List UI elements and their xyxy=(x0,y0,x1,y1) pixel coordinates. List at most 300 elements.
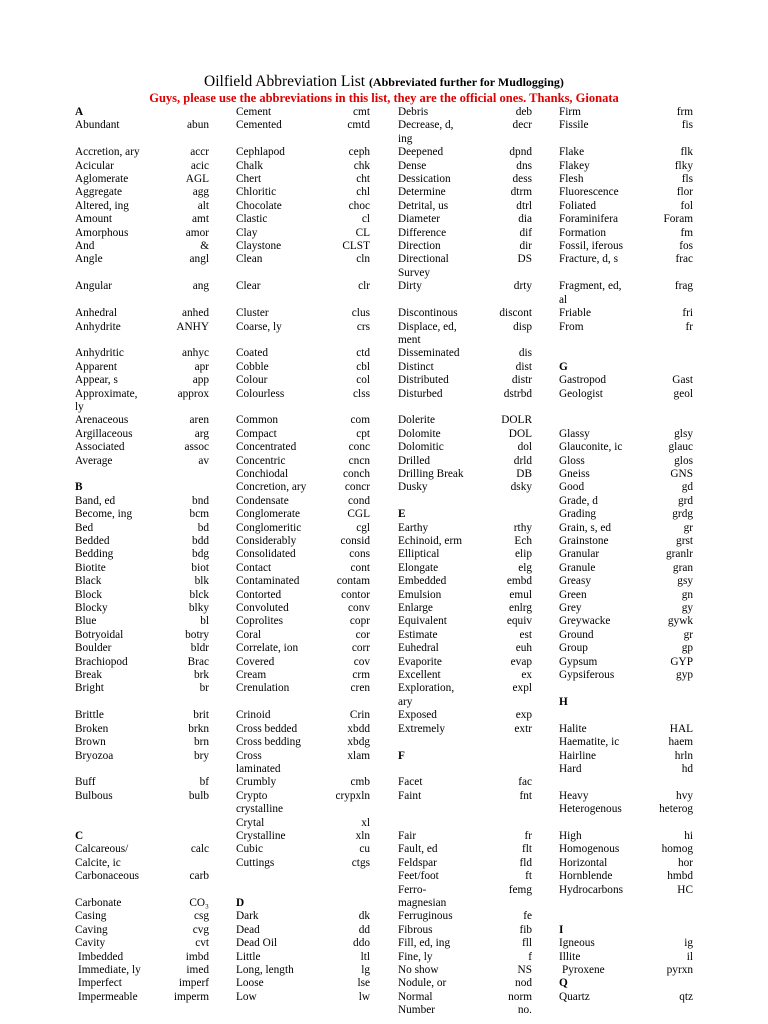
abbreviation: hrln xyxy=(674,749,693,762)
abbreviation: dist xyxy=(515,360,532,373)
abbreviation: dsky xyxy=(510,481,532,494)
abbreviation-column-4 xyxy=(559,106,693,1004)
abbreviation-row xyxy=(75,146,209,159)
abbreviation-row xyxy=(75,213,209,226)
term xyxy=(398,495,532,508)
abbreviation-row xyxy=(75,522,209,535)
term: Fracture, d, s xyxy=(559,253,618,266)
abbreviation-row xyxy=(559,696,693,709)
term: Band, ed xyxy=(75,494,116,507)
term: Dead xyxy=(236,923,260,936)
section-letter: Q xyxy=(559,977,568,990)
abbreviation-row xyxy=(398,709,532,722)
abbreviation: gd xyxy=(681,481,693,494)
abbreviation: & xyxy=(200,240,209,253)
abbreviation: alt xyxy=(197,199,209,212)
abbreviation: dess xyxy=(512,173,532,186)
abbreviation: cmb xyxy=(350,776,370,789)
section-letter: B xyxy=(75,481,83,494)
abbreviation-row xyxy=(236,307,370,320)
abbreviation: flor xyxy=(676,186,693,199)
abbreviation-row xyxy=(75,388,209,401)
term: Igneous xyxy=(559,937,595,950)
abbreviation-row xyxy=(559,843,693,856)
blank-row xyxy=(559,133,693,146)
abbreviation: emul xyxy=(509,588,532,601)
abbreviation: ex xyxy=(521,669,532,682)
term: Convoluted xyxy=(236,602,289,615)
abbreviation-row xyxy=(236,455,370,468)
abbreviation: brk xyxy=(193,669,209,682)
abbreviation: xbdg xyxy=(347,736,370,749)
abbreviation: agg xyxy=(192,186,209,199)
term: Haematite, ic xyxy=(559,736,620,749)
abbreviation-row xyxy=(559,119,693,132)
abbreviation: grd xyxy=(677,494,693,507)
abbreviation: flky xyxy=(674,159,693,172)
abbreviation-row xyxy=(398,522,532,535)
term: Coral xyxy=(236,628,262,641)
term: Displace, ed, xyxy=(398,320,457,333)
term: Fault, ed xyxy=(398,843,438,856)
abbreviation: brit xyxy=(193,709,209,722)
blank-row xyxy=(398,495,532,508)
term: al xyxy=(559,293,568,306)
term: Pyroxene xyxy=(562,964,605,976)
abbreviation-row xyxy=(236,428,370,441)
abbreviation-row xyxy=(75,977,209,990)
abbreviation-row xyxy=(75,951,209,964)
abbreviation: brn xyxy=(193,736,209,749)
abbreviation-row xyxy=(236,495,370,508)
abbreviation: fll xyxy=(521,937,532,950)
section-letter: I xyxy=(559,923,564,936)
abbreviation-row xyxy=(236,763,370,776)
abbreviation: cht xyxy=(356,173,370,186)
term: Bryozoa xyxy=(75,749,114,762)
abbreviation-row xyxy=(398,267,532,280)
term: Hard xyxy=(559,762,582,775)
abbreviation: bl xyxy=(200,615,209,628)
abbreviation: granlr xyxy=(666,548,693,561)
term: Dirty xyxy=(398,280,422,293)
abbreviation: dif xyxy=(519,226,532,239)
abbreviation-row xyxy=(559,964,693,977)
term: Fossil, iferous xyxy=(559,240,624,253)
abbreviation-row xyxy=(559,924,693,937)
term: Bulbous xyxy=(75,789,113,802)
term xyxy=(236,133,370,146)
term: Little xyxy=(236,950,261,963)
abbreviation-row xyxy=(236,388,370,401)
blank-row xyxy=(398,401,532,414)
abbreviation-row xyxy=(236,468,370,481)
term: Altered, ing xyxy=(75,199,129,212)
abbreviation-row xyxy=(398,870,532,883)
term: Low xyxy=(236,990,257,1003)
term: Embedded xyxy=(398,575,447,588)
term: Cephlapod xyxy=(236,146,285,159)
term: Gneiss xyxy=(559,467,590,480)
abbreviation: bnd xyxy=(192,494,209,507)
abbreviation-row xyxy=(75,843,209,856)
term: Grain, s, ed xyxy=(559,521,612,534)
abbreviation: hvy xyxy=(676,789,693,802)
abbreviation: corr xyxy=(351,642,370,655)
term: Hydrocarbons xyxy=(559,883,623,896)
abbreviation-row xyxy=(559,321,693,334)
abbreviation: bdd xyxy=(192,535,209,547)
term: ly xyxy=(75,400,84,413)
term: Feldspar xyxy=(398,856,437,869)
term xyxy=(398,817,532,830)
abbreviation-row xyxy=(75,776,209,789)
term: Grade, d xyxy=(559,494,598,507)
abbreviation: cons xyxy=(349,548,370,561)
blank-row xyxy=(559,910,693,923)
abbreviation: f xyxy=(528,950,532,963)
abbreviation: DOL xyxy=(508,427,532,440)
blank-row xyxy=(559,267,693,280)
abbreviation: apr xyxy=(194,360,209,373)
term: Directional xyxy=(398,253,449,266)
term: Bedded xyxy=(75,535,110,547)
abbreviation-row xyxy=(236,481,370,494)
abbreviation: cln xyxy=(356,253,370,266)
abbreviation: ang xyxy=(192,280,209,293)
abbreviation-row xyxy=(236,897,370,910)
term: Cross bedding xyxy=(236,736,301,749)
abbreviation-row xyxy=(398,321,532,334)
abbreviation-row xyxy=(398,790,532,803)
abbreviation-row xyxy=(75,669,209,682)
blank-row xyxy=(75,884,209,897)
abbreviation-row xyxy=(559,750,693,763)
abbreviation: lw xyxy=(358,990,370,1003)
term: Concretion, ary xyxy=(236,481,307,494)
section-letter: D xyxy=(236,896,245,909)
abbreviation-row xyxy=(559,656,693,669)
abbreviation: cmt xyxy=(353,106,370,118)
abbreviation: gran xyxy=(672,561,693,574)
abbreviation-row xyxy=(559,602,693,615)
abbreviation-row xyxy=(559,562,693,575)
term: Chert xyxy=(236,173,262,186)
abbreviation: cbl xyxy=(356,360,370,373)
term: crystalline xyxy=(236,803,284,816)
term: Caving xyxy=(75,923,108,936)
blank-row xyxy=(75,803,209,816)
term xyxy=(559,709,693,722)
abbreviation: qtz xyxy=(679,990,693,1003)
abbreviation: ctgs xyxy=(351,856,370,869)
abbreviation-row xyxy=(559,830,693,843)
abbreviation: gyp xyxy=(676,669,693,682)
term: Colour xyxy=(236,374,268,387)
term xyxy=(236,334,370,347)
term: laminated xyxy=(236,762,281,775)
blank-row xyxy=(75,696,209,709)
abbreviation-row xyxy=(75,602,209,615)
term xyxy=(75,803,209,816)
term: Anhydrite xyxy=(75,320,121,333)
abbreviation-row xyxy=(75,106,209,119)
term: Boulder xyxy=(75,642,112,655)
term: Enlarge xyxy=(398,602,433,615)
term: Argillaceous xyxy=(75,427,133,440)
abbreviation: app xyxy=(192,374,209,387)
abbreviation: norm xyxy=(508,990,532,1003)
abbreviation-row xyxy=(398,441,532,454)
term: Ferruginous xyxy=(398,910,453,923)
abbreviation: dns xyxy=(516,159,532,172)
abbreviation-row xyxy=(236,964,370,977)
abbreviation-row xyxy=(75,253,209,266)
term: ary xyxy=(398,695,413,708)
document-title xyxy=(0,73,768,91)
term: Granular xyxy=(559,548,600,561)
abbreviation: amt xyxy=(192,213,209,226)
term xyxy=(559,897,693,910)
term: Fluorescence xyxy=(559,186,619,199)
term: Long, length xyxy=(236,964,294,976)
term xyxy=(236,870,370,883)
term xyxy=(75,763,209,776)
abbreviation: evap xyxy=(510,655,532,668)
abbreviation-row xyxy=(236,321,370,334)
term: Foraminifera xyxy=(559,213,618,226)
section-letter: C xyxy=(75,829,84,842)
abbreviation: il xyxy=(686,950,693,963)
abbreviation: DS xyxy=(517,253,532,266)
blank-row xyxy=(75,763,209,776)
abbreviation-row xyxy=(75,508,209,521)
term: Faint xyxy=(398,789,422,802)
term: Aggregate xyxy=(75,186,123,199)
abbreviation-row xyxy=(236,709,370,722)
term xyxy=(559,817,693,830)
term xyxy=(559,682,693,695)
abbreviation-row xyxy=(75,830,209,843)
term: Dolerite xyxy=(398,414,436,427)
abbreviation-row xyxy=(398,253,532,266)
abbreviation: bldr xyxy=(190,642,209,655)
abbreviation-row xyxy=(75,910,209,923)
abbreviation-row xyxy=(559,790,693,803)
term: Cuttings xyxy=(236,856,275,869)
abbreviation-row xyxy=(236,414,370,427)
term: Heterogenous xyxy=(559,803,622,816)
term: Calcareous/ xyxy=(75,843,129,856)
abbreviation-row xyxy=(559,374,693,387)
blank-row xyxy=(398,763,532,776)
abbreviation-row xyxy=(236,240,370,253)
abbreviation: fri xyxy=(682,307,693,320)
abbreviation-row xyxy=(398,897,532,910)
abbreviation-row xyxy=(75,642,209,655)
abbreviation-row xyxy=(236,146,370,159)
abbreviation-row xyxy=(398,388,532,401)
abbreviation-row xyxy=(398,119,532,132)
blank-row xyxy=(236,294,370,307)
abbreviation-row xyxy=(236,656,370,669)
term xyxy=(75,133,209,146)
abbreviation: xln xyxy=(355,829,370,842)
abbreviation-row xyxy=(236,160,370,173)
abbreviation-row xyxy=(559,280,693,293)
term: Heavy xyxy=(559,789,589,802)
term: Brittle xyxy=(75,709,104,722)
abbreviation-row xyxy=(75,240,209,253)
abbreviation: hmbd xyxy=(667,870,693,883)
abbreviation-row xyxy=(236,977,370,990)
abbreviation: dis xyxy=(518,347,532,360)
abbreviation-row xyxy=(559,615,693,628)
term: Disturbed xyxy=(398,387,443,400)
abbreviation-row xyxy=(398,414,532,427)
abbreviation-row xyxy=(236,736,370,749)
blank-row xyxy=(236,870,370,883)
term: Broken xyxy=(75,722,109,735)
term xyxy=(398,294,532,307)
term: High xyxy=(559,829,582,842)
abbreviation-row xyxy=(559,455,693,468)
abbreviation-row xyxy=(559,240,693,253)
abbreviation-row xyxy=(75,307,209,320)
term: Brown xyxy=(75,736,106,749)
abbreviation: dd xyxy=(358,923,370,936)
term: Firm xyxy=(559,106,581,118)
abbreviation-row xyxy=(236,575,370,588)
abbreviation: dir xyxy=(519,240,532,253)
term: Biotite xyxy=(75,561,106,574)
abbreviation-row xyxy=(75,629,209,642)
blank-row xyxy=(398,803,532,816)
term: Fine, ly xyxy=(398,950,433,963)
abbreviation-row xyxy=(559,361,693,374)
abbreviation: angl xyxy=(189,253,209,266)
abbreviation: conch xyxy=(343,467,370,480)
abbreviation-column-2 xyxy=(236,106,370,1004)
term xyxy=(75,334,209,347)
abbreviation-row xyxy=(398,830,532,843)
abbreviation: glos xyxy=(674,454,693,467)
abbreviation-row xyxy=(398,656,532,669)
term: Amount xyxy=(75,213,113,226)
term: Extremely xyxy=(398,722,446,735)
abbreviation-row xyxy=(398,146,532,159)
abbreviation-row xyxy=(236,817,370,830)
term: Calcite, ic xyxy=(75,856,121,869)
term: Crinoid xyxy=(236,709,271,722)
term: Accretion, ary xyxy=(75,146,140,159)
abbreviation-row xyxy=(75,160,209,173)
abbreviation-row xyxy=(559,227,693,240)
term: Crystalline xyxy=(236,829,286,842)
abbreviation: accr xyxy=(190,146,209,159)
abbreviation-row xyxy=(398,508,532,521)
blank-row xyxy=(236,267,370,280)
abbreviation-row xyxy=(75,589,209,602)
term: Impermeable xyxy=(78,990,138,1003)
abbreviation-row xyxy=(236,830,370,843)
abbreviation-row xyxy=(75,428,209,441)
term: Cavity xyxy=(75,937,106,950)
abbreviation: Foram xyxy=(663,213,693,226)
abbreviation-row xyxy=(398,682,532,695)
term xyxy=(75,884,209,897)
term: Immediate, ly xyxy=(78,964,141,976)
abbreviation: CO₃ xyxy=(189,896,209,909)
abbreviation-row xyxy=(398,307,532,320)
term: Earthy xyxy=(398,521,429,534)
abbreviation-row xyxy=(236,750,370,763)
abbreviation: flk xyxy=(680,146,693,159)
term: Chalk xyxy=(236,159,263,172)
term: Elongate xyxy=(398,561,439,574)
abbreviation-row xyxy=(236,910,370,923)
term: Contorted xyxy=(236,588,282,601)
abbreviation: acic xyxy=(190,159,209,172)
term: Discontinous xyxy=(398,307,458,320)
term: Bedding xyxy=(75,548,114,561)
term: Bed xyxy=(75,521,94,534)
abbreviation: grdg xyxy=(672,508,693,521)
abbreviation-row xyxy=(75,790,209,803)
abbreviation-row xyxy=(75,186,209,199)
abbreviation: chk xyxy=(353,159,370,172)
abbreviation: contor xyxy=(341,588,370,601)
abbreviation: drld xyxy=(513,454,532,467)
abbreviation: hd xyxy=(681,762,693,775)
abbreviation: fib xyxy=(519,923,532,936)
abbreviation: hi xyxy=(684,829,693,842)
abbreviation: dk xyxy=(358,910,370,923)
title-subtitle: (Abbreviated further for Mudlogging) xyxy=(368,75,564,89)
abbreviation-row xyxy=(559,977,693,990)
term: Clastic xyxy=(236,213,268,226)
term: Illite xyxy=(559,950,581,963)
abbreviation: dtrm xyxy=(510,186,532,199)
term: Hairline xyxy=(559,749,597,762)
abbreviation-row xyxy=(75,615,209,628)
abbreviation: chl xyxy=(356,186,370,199)
abbreviation: contam xyxy=(336,575,370,588)
abbreviation: clus xyxy=(351,307,370,320)
abbreviation-row xyxy=(559,575,693,588)
term: Botryoidal xyxy=(75,628,124,641)
abbreviation-row xyxy=(236,548,370,561)
blank-row xyxy=(559,334,693,347)
abbreviation: ctd xyxy=(356,347,370,360)
abbreviation: calc xyxy=(190,843,209,856)
term: Blocky xyxy=(75,602,108,615)
abbreviation-row xyxy=(75,535,209,548)
abbreviation: Ech xyxy=(514,535,532,547)
blank-row xyxy=(398,817,532,830)
term: Chocolate xyxy=(236,199,282,212)
abbreviation: gywk xyxy=(667,615,693,628)
abbreviation: com xyxy=(350,414,370,427)
abbreviation-row xyxy=(75,495,209,508)
term: Evaporite xyxy=(398,655,442,668)
term xyxy=(559,347,693,360)
abbreviation-row xyxy=(559,441,693,454)
term: Conchiodal xyxy=(236,467,289,480)
term: Cross bedded xyxy=(236,722,298,735)
abbreviation: Brac xyxy=(187,655,209,668)
term: Friable xyxy=(559,307,591,320)
